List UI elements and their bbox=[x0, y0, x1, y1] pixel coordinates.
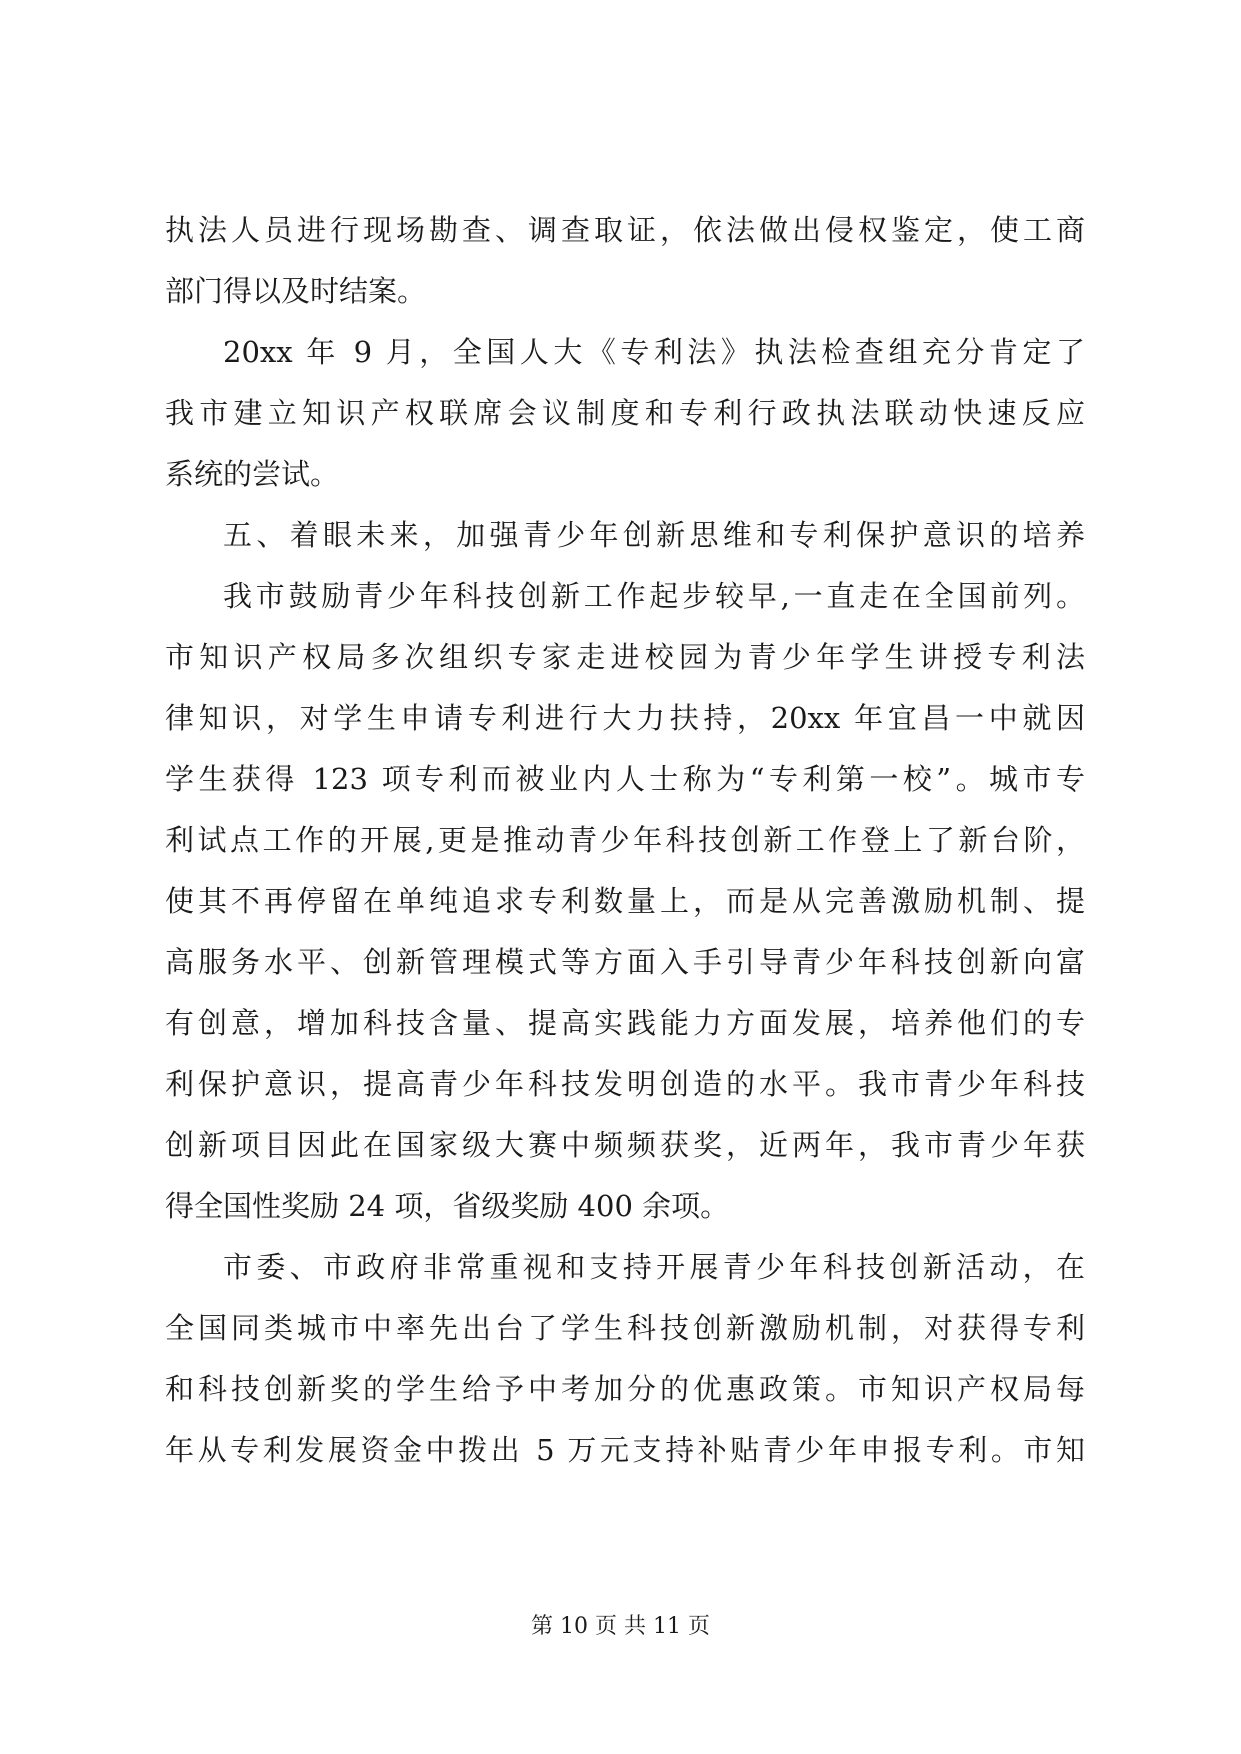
text-line: 20xx 年 9 月，全国人大《专利法》执法检查组充分肯定了 bbox=[223, 335, 1085, 369]
text-line: 高服务水平、创新管理模式等方面入手引导青少年科技创新向富 bbox=[165, 945, 1085, 979]
text-line: 使其不再停留在单纯追求专利数量上，而是从完善激励机制、提 bbox=[165, 884, 1085, 918]
text-line: 执法人员进行现场勘查、调查取证，依法做出侵权鉴定，使工商 bbox=[165, 213, 1085, 247]
text-line: 利试点工作的开展,更是推动青少年科技创新工作登上了新台阶， bbox=[165, 823, 1085, 857]
text-line: 利保护意识，提高青少年科技发明创造的水平。我市青少年科技 bbox=[165, 1067, 1085, 1101]
text-line: 系统的尝试。 bbox=[165, 457, 340, 491]
paragraph-inspection bbox=[165, 322, 1085, 505]
text-line: 创新项目因此在国家级大赛中频频获奖，近两年，我市青少年获 bbox=[165, 1128, 1085, 1162]
text-line: 和科技创新奖的学生给予中考加分的优惠政策。市知识产权局每 bbox=[165, 1372, 1085, 1406]
text-line: 全国同类城市中率先出台了学生科技创新激励机制，对获得专利 bbox=[165, 1311, 1085, 1345]
paragraph-continuation bbox=[165, 200, 1085, 322]
text-line: 年从专利发展资金中拨出 5 万元支持补贴青少年申报专利。市知 bbox=[165, 1433, 1085, 1467]
text-line: 部门得以及时结案。 bbox=[165, 274, 427, 308]
section-heading bbox=[165, 505, 1085, 566]
text-line: 律知识，对学生申请专利进行大力扶持，20xx 年宜昌一中就因 bbox=[165, 701, 1085, 735]
text-line: 市知识产权局多次组织专家走进校园为青少年学生讲授专利法 bbox=[165, 640, 1085, 674]
heading-line: 五、着眼未来，加强青少年创新思维和专利保护意识的培养 bbox=[223, 518, 1085, 552]
document-body bbox=[165, 200, 1085, 1481]
text-line: 得全国性奖励 24 项，省级奖励 400 余项。 bbox=[165, 1189, 730, 1223]
text-line: 市委、市政府非常重视和支持开展青少年科技创新活动，在 bbox=[223, 1250, 1085, 1284]
text-line: 我市鼓励青少年科技创新工作起步较早,一直走在全国前列。 bbox=[223, 579, 1085, 613]
text-line: 有创意，增加科技含量、提高实践能力方面发展，培养他们的专 bbox=[165, 1006, 1085, 1040]
text-line: 学生获得 123 项专利而被业内人士称为“专利第一校”。城市专 bbox=[165, 762, 1085, 796]
paragraph-government-support bbox=[165, 1237, 1085, 1481]
page-footer bbox=[0, 1612, 1241, 1642]
paragraph-youth-innovation bbox=[165, 566, 1085, 1237]
page-number: 第 10 页 共 11 页 bbox=[531, 1614, 710, 1639]
text-line: 我市建立知识产权联席会议制度和专利行政执法联动快速反应 bbox=[165, 396, 1085, 430]
